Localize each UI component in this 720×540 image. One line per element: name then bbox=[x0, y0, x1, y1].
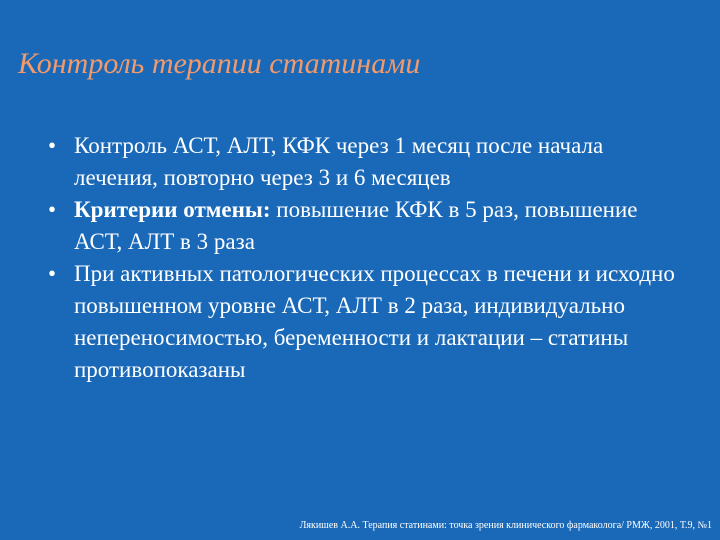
bullet-text: Контроль АСТ, АЛТ, КФК через 1 месяц после начала лечения, повторно через 3 и 6 месяцев bbox=[74, 133, 604, 190]
bullet-list bbox=[42, 130, 682, 386]
bullet-item-3 bbox=[42, 258, 682, 386]
bullet-item-2 bbox=[42, 194, 682, 258]
bullet-marker: • bbox=[47, 197, 57, 222]
bullet-text: При активных патологических процессах в печени и исходно повышенном уровне АСТ, АЛТ в 2 раза, индивидуально непереносимостью, беременности и лактации – статины противопоказаны bbox=[74, 261, 675, 382]
citation-footer: Лякишев А.А. Терапия статинами: точка зрения клинического фармаколога/ РМЖ, 2001, Т.9, №1 bbox=[299, 520, 712, 531]
bullet-bold-label: Критерии отмены: bbox=[74, 197, 271, 222]
bullet-item-1 bbox=[42, 130, 682, 194]
slide-title: Контроль терапии статинами bbox=[18, 47, 421, 80]
bullet-marker: • bbox=[47, 133, 57, 158]
bullet-text: повышение КФК в 5 раз, повышение АСТ, АЛТ в 3 раза bbox=[74, 197, 638, 254]
bullet-marker: • bbox=[47, 261, 57, 286]
